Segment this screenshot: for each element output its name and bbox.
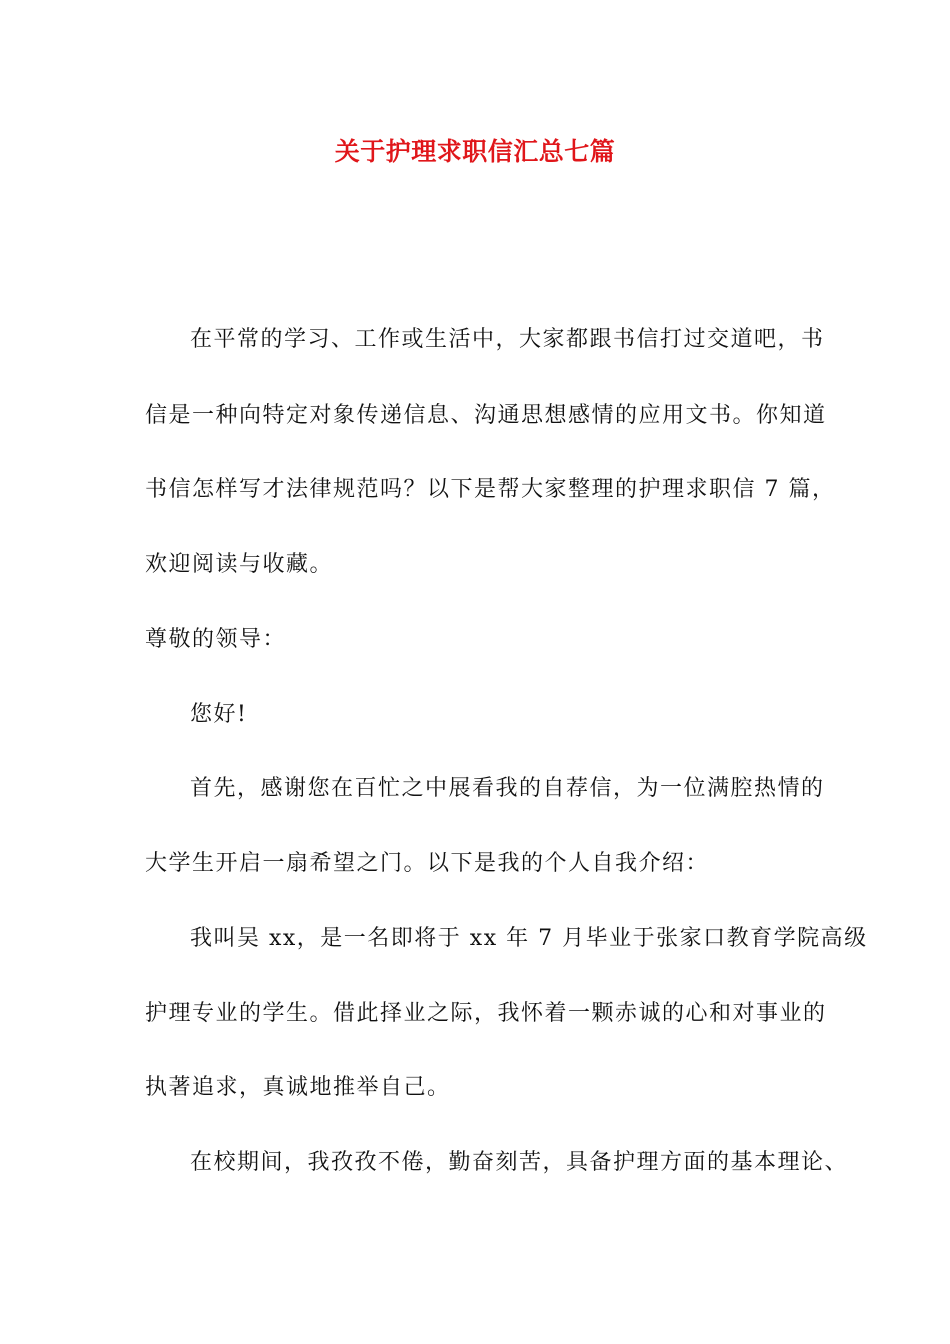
paragraph-line: 书信怎样写才法律规范吗？以下是帮大家整理的护理求职信 7 篇， [145,477,836,502]
document-title: 关于护理求职信汇总七篇 [334,137,616,166]
paragraph-line: 在平常的学习、工作或生活中，大家都跟书信打过交道吧，书 [190,327,825,352]
paragraph-line: 我叫吴 xx，是一名即将于 xx 年 7 月毕业于张家口教育学院高级 [190,926,868,951]
paragraph-line: 欢迎阅读与收藏。 [145,552,334,577]
paragraph-line: 信是一种向特定对象传递信息、沟通思想感情的应用文书。你知道 [145,403,827,428]
paragraph-line: 执著追求，真诚地推举自己。 [145,1075,451,1100]
paragraph-line: 大学生开启一扇希望之门。以下是我的个人自我介绍： [145,851,710,876]
salutation: 尊敬的领导： [145,627,287,652]
paragraph-line: 在校期间，我孜孜不倦，勤奋刻苦，具备护理方面的基本理论、 [190,1150,849,1175]
greeting: 您好! [190,702,248,727]
paragraph-line: 首先，感谢您在百忙之中展看我的自荐信，为一位满腔热情的 [190,776,825,801]
paragraph-line: 护理专业的学生。借此择业之际，我怀着一颗赤诚的心和对事业的 [145,1001,827,1026]
